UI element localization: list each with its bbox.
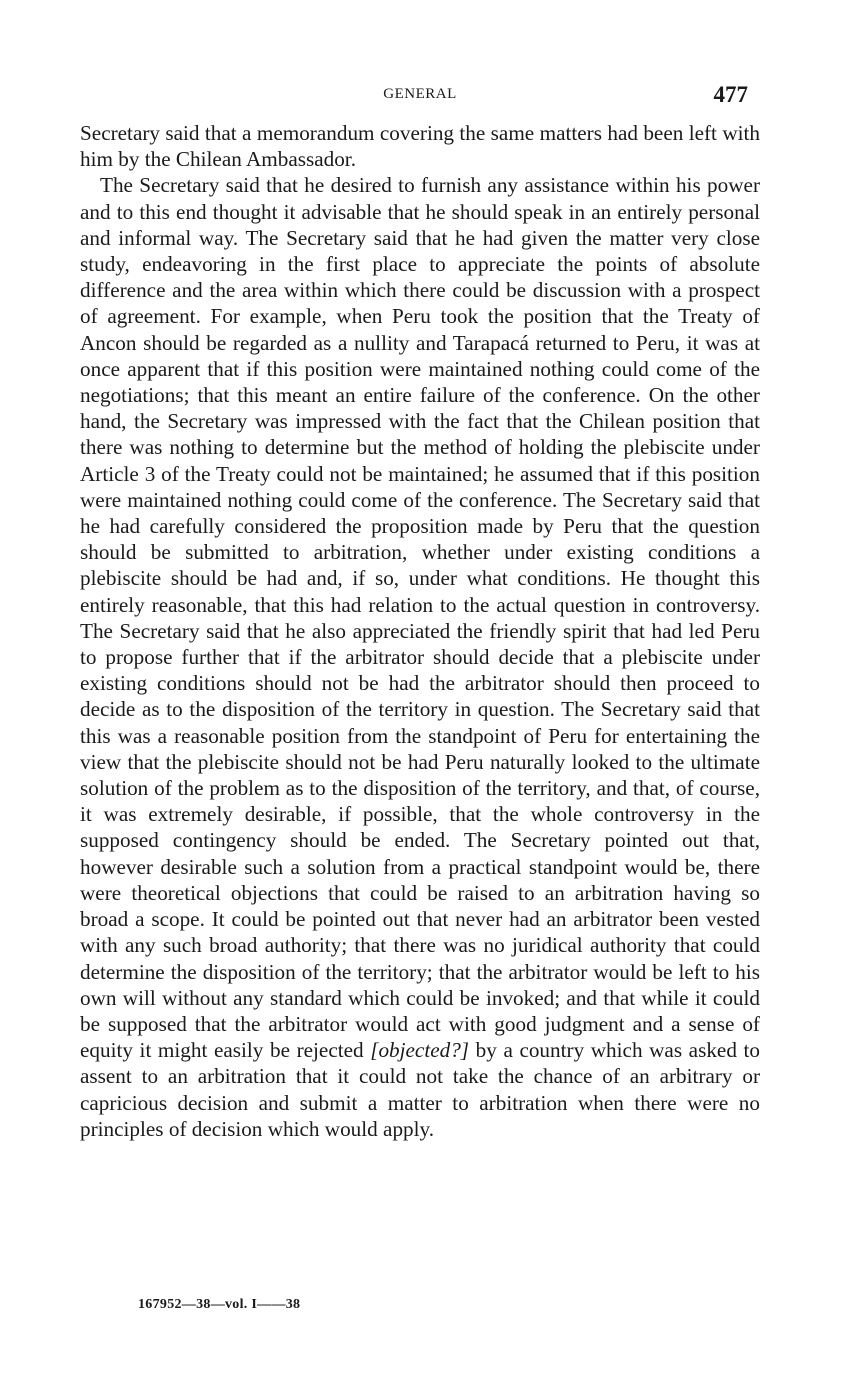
paragraph-text-part-1: The Secretary said that he desired to furnish any assistance within his power and to this end thought it advisable that he should speak in an entirely personal and informal way. The Secretary said that he had given the matter very close study, endeavoring in the first place to appreciate the points of absolute difference and the area within which there could be discussion with a prospect of agreement. For example, when Peru took the position that the Treaty of Ancon should be regarded as a nullity and Tarapacá returned to Peru, it was at once apparent that if this position were maintained nothing could come of the negotiations; that this meant an entire failure of the conference. On the other hand, the Secretary was impressed with the fact that the Chilean position that there was nothing to determine but the method of holding the plebiscite under Article 3 of the Treaty could not be maintained; he assumed that if this position were maintained nothing could come of the conference. The Secretary said that he had carefully considered the proposition made by Peru that the question should be submitted to arbitration, whether under existing conditions a plebiscite should be had and, if so, under what conditions. He thought this entirely reasonable, that this had relation to the actual question in controversy. The Secretary said that he also appreciated the friendly spirit that had led Peru to propose further that if the arbitrator should decide that a plebiscite under existing conditions should not be had the arbitrator should then proceed to decide as to the disposition of the territory in question. The Secretary said that this was a reasonable position from the standpoint of Peru for entertaining the view that the plebiscite should not be had Peru naturally looked to the ultimate solution of the problem as to the disposition of the territory, and that, of course, it was extremely desirable, if possible, that the whole controversy in the supposed contingency should be ended. The Secretary pointed out that, however desirable such a solution from a practical standpoint would be, there were theoretical objections that could be raised to an arbitration having so broad a scope. It could be pointed out that never had an arbitrator been vested with any such broad authority; that there was no juridical authority that could determine the disposition of the territory; that the arbitrator would be left to his own will without any standard which could be invoked; and that while it could be supposed that the arbitrator would act with good judgment and a sense of equity it might easily be rejected bbox=[80, 173, 760, 1063]
running-title: GENERAL bbox=[383, 86, 457, 102]
editorial-insertion: [objected?] bbox=[370, 1038, 470, 1063]
running-header bbox=[80, 82, 760, 110]
document-page bbox=[80, 0, 760, 1380]
paragraph-text-part-2: by a country which was asked to assent to an arbitration that it could not take the chance of an arbitrary or capricious decision and submit a matter to arbitration when there were no principles of decision which would apply. bbox=[80, 1038, 760, 1141]
page-number: 477 bbox=[713, 82, 748, 107]
printer-signature-mark: 167952—38—vol. I——38 bbox=[138, 1297, 301, 1312]
body-text bbox=[80, 120, 760, 1142]
paragraph-continued: Secretary said that a memorandum covering the same matters had been left with him by the Chilean Ambassador. bbox=[80, 121, 760, 172]
paragraph-secretary-statement bbox=[80, 172, 760, 1142]
